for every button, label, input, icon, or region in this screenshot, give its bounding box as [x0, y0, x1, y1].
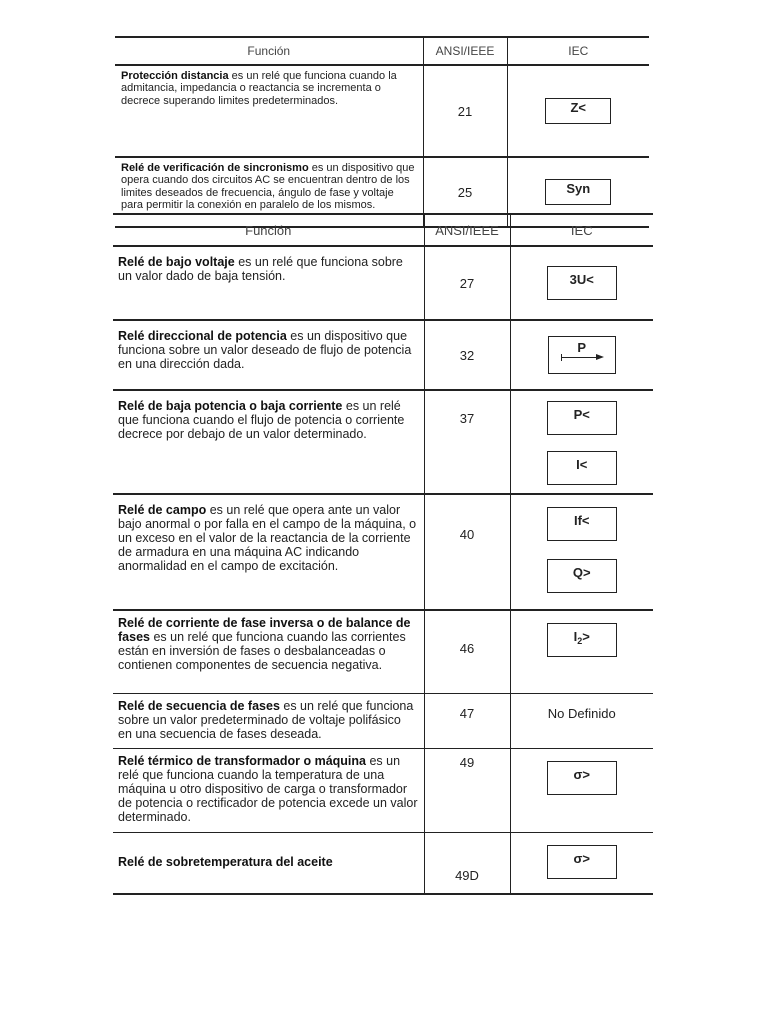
function-title: Relé de corriente de fase inversa o de balance de fases: [118, 616, 411, 644]
table-row-32: [113, 320, 653, 390]
function-text: es un dispositivo que opera cuando dos circuitos AC se encuentran dentro de los limites deseados de frecuencia, ángulo de fase y voltaje para permitir la conexión en paralelo de los mismos.: [121, 162, 415, 211]
function-title: Protección distancia: [121, 70, 229, 82]
ansi-code: 32: [424, 320, 510, 390]
function-text: es un relé que funciona sobre un valor dado de baja tensión.: [118, 255, 403, 283]
table-row-46: [113, 610, 653, 693]
table-header-row: [115, 37, 649, 65]
table-row-47: [113, 693, 653, 748]
function-text: es un relé que funciona cuando las corrientes están en inversión de fases o desbalanceadas o contienen componentes de secuencia negativa.: [118, 630, 406, 672]
table-row-37: [113, 390, 653, 494]
iec-symbol-box: [547, 623, 617, 657]
ansi-code: 47: [424, 693, 510, 748]
arrow-right-icon: [549, 354, 615, 364]
function-title: Relé de sobretemperatura del aceite: [118, 854, 333, 869]
function-description: [113, 494, 424, 610]
ansi-code: 37: [424, 390, 510, 494]
table-row-40: [113, 494, 653, 610]
table-protection-1: [115, 36, 649, 228]
function-text: es un relé que funciona cuando el flujo de potencia o corriente decrece por debajo de un valor determinado.: [118, 399, 405, 441]
iec-symbol-box: Q>: [547, 559, 617, 593]
iec-not-defined: No Definido: [510, 693, 653, 748]
table-row-49: [113, 748, 653, 832]
ansi-code: 49: [424, 748, 510, 832]
iec-symbol-box: 3U<: [547, 266, 617, 300]
ansi-code: 40: [424, 494, 510, 610]
iec-symbol-text: I: [573, 629, 578, 644]
function-title: Relé de verificación de sincronismo: [121, 162, 309, 174]
ansi-code: 49D: [424, 832, 510, 894]
iec-symbol-box: P<: [547, 401, 617, 435]
function-text: es un relé que funciona cuando la temperatura de una máquina u otro dispositivo de carga o transformador de potencia o rectificador de potencia excede un valor determinado.: [118, 753, 418, 824]
ansi-code: 21: [423, 65, 507, 157]
iec-symbol-box: Z<: [545, 98, 611, 124]
iec-symbol-box: σ>: [547, 761, 617, 795]
iec-symbol-box: Syn: [545, 179, 611, 205]
function-description: [113, 748, 424, 832]
ansi-code: 46: [424, 610, 510, 693]
function-text: es un dispositivo que funciona sobre un valor deseado de flujo de potencia en una dirección dada.: [118, 329, 412, 371]
iec-cell: [510, 748, 653, 832]
iec-cell: [510, 246, 653, 320]
iec-cell: [510, 832, 653, 894]
table-header-row: [113, 214, 653, 246]
header-ansi: ANSI/IEEE: [423, 37, 507, 65]
iec-cell: [507, 65, 649, 157]
iec-cell: [510, 610, 653, 693]
header-funcion: Función: [115, 37, 423, 65]
iec-symbol-box: I<: [547, 451, 617, 485]
iec-cell: [510, 390, 653, 494]
function-description: [113, 693, 424, 748]
header-iec: IEC: [507, 37, 649, 65]
function-title: Relé térmico de transformador o máquina: [118, 753, 366, 768]
function-description: [113, 246, 424, 320]
function-text: es un relé que funciona sobre un valor predeterminado de voltaje polifásico en una secuencia de fases deseada.: [118, 698, 414, 741]
header-iec: IEC: [510, 214, 653, 246]
iec-symbol-text: P: [577, 340, 587, 355]
iec-cell: [510, 320, 653, 390]
function-description: [113, 320, 424, 390]
iec-symbol-suffix: >: [582, 629, 590, 644]
table-row-49d: [113, 832, 653, 894]
function-description: [113, 390, 424, 494]
ansi-code: 25: [423, 157, 507, 227]
header-ansi: ANSI/IEEE: [424, 214, 510, 246]
iec-symbol-box: σ>: [547, 845, 617, 879]
function-title: Relé de secuencia de fases: [118, 698, 280, 713]
header-funcion: Función: [113, 214, 424, 246]
ansi-code: 27: [424, 246, 510, 320]
iec-cell: [510, 494, 653, 610]
iec-symbol-box: [548, 336, 616, 374]
iec-symbol-box: If<: [547, 507, 617, 541]
function-title: Relé de baja potencia o baja corriente: [118, 399, 343, 413]
function-description: [113, 610, 424, 693]
function-description: [115, 65, 423, 157]
table-row-27: [113, 246, 653, 320]
function-title: Relé de campo: [118, 503, 207, 517]
function-title: Relé direccional de potencia: [118, 329, 287, 343]
function-text: es un relé que opera ante un valor bajo anormal o por falla en el campo de la máquina, o un exceso en el valor de la reactancia de la corriente de armadura en una máquina AC indicando anormalidad en el campo de excitación.: [118, 503, 417, 573]
function-text: es un relé que funciona cuando la admitancia, impedancia o reactancia se incrementa o decrece superando limites predeterminados.: [121, 70, 397, 107]
table-row-21: [115, 65, 649, 157]
table-protection-2: [113, 213, 653, 895]
function-title: Relé de bajo voltaje: [118, 255, 235, 269]
iec-symbol-subscript: 2: [577, 636, 583, 646]
function-description: [113, 832, 424, 894]
